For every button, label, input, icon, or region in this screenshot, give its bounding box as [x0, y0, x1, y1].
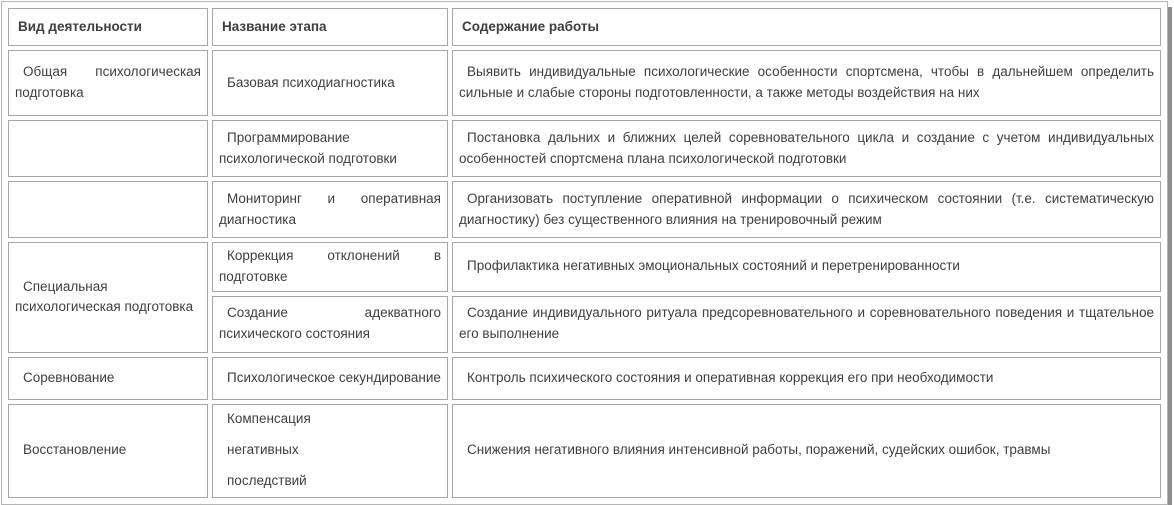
activity-cell [8, 357, 208, 400]
content-cell [452, 50, 1161, 116]
activity-text: Восстановление [23, 442, 127, 458]
stage-cell [212, 296, 448, 353]
table-row [8, 357, 1161, 400]
stage-text: Создание адекватного психического состояния [219, 305, 441, 342]
stage-text-line: последствий [227, 473, 307, 489]
stage-cell [212, 181, 448, 238]
table-row [8, 181, 1161, 238]
content-text: Постановка дальних и ближних целей соревновательного цикла и создание с учетом индивидуальных особенностей спортсмена плана психологической подготовки [459, 129, 1154, 166]
activity-text: Соревнование [23, 369, 115, 385]
stage-cell [212, 404, 448, 498]
column-header-label: Вид деятельности [18, 18, 142, 34]
table-row [8, 50, 1161, 116]
stage-text: Программирование психологической подготовки [219, 129, 397, 166]
stage-text: Базовая психодиагностика [227, 74, 395, 90]
content-cell [452, 181, 1161, 238]
stage-cell [212, 50, 448, 116]
stage-text: Психологическое секундирование [227, 369, 441, 385]
column-header-activity-type [8, 8, 208, 46]
table-row [8, 242, 1161, 292]
activity-cell-empty [8, 120, 208, 177]
activity-cell-empty [8, 181, 208, 238]
activity-cell [8, 50, 208, 116]
column-header-stage-name [212, 8, 448, 46]
content-cell [452, 357, 1161, 400]
stage-text-line: негативных [227, 442, 299, 458]
stage-text: Мониторинг и оперативная диагностика [219, 190, 441, 227]
column-header-work-content [452, 8, 1161, 46]
table-row [8, 120, 1161, 177]
content-text: Снижения негативного влияния интенсивной работы, поражений, судейских ошибок, травмы [467, 442, 1051, 458]
table-row [8, 404, 1161, 498]
stage-cell [212, 357, 448, 400]
activity-text [10, 208, 206, 212]
stage-text-line: Компенсация [227, 411, 311, 427]
content-text: Создание индивидуального ритуала предсоревновательного и соревновательного поведения и тщательное его выполнение [459, 305, 1154, 342]
header-row [8, 8, 1161, 46]
activity-text [10, 147, 206, 151]
content-cell [452, 404, 1161, 498]
page [0, 1, 1174, 488]
content-cell [452, 296, 1161, 353]
psychological-preparation-table [4, 4, 1165, 502]
content-text: Контроль психического состояния и оперативная коррекция его при необходимости [467, 369, 994, 385]
content-text: Профилактика негативных эмоциональных состояний и перетренированности [467, 258, 960, 274]
content-cell [452, 120, 1161, 177]
activity-text: Специальная психологическая подготовка [15, 278, 194, 315]
content-text: Выявить индивидуальные психологические особенности спортсмена, чтобы в дальнейшем определить сильные и слабые стороны подготовленности, а также методы воздействия на них [459, 64, 1154, 100]
activity-text: Общая психологическая подготовка [15, 64, 201, 100]
activity-cell [8, 404, 208, 498]
content-cell [452, 242, 1161, 292]
column-header-label: Содержание работы [462, 18, 600, 34]
stage-text: Коррекция отклонений в подготовке [219, 248, 441, 284]
content-text: Организовать поступление оперативной информации о психическом состоянии (т.е. систематическую диагностику) без существенного влияния на тренировочный режим [459, 190, 1154, 227]
activity-cell-merged [8, 242, 208, 353]
stage-cell [212, 242, 448, 292]
stage-cell [212, 120, 448, 177]
table-frame [1, 1, 1168, 505]
column-header-label: Название этапа [222, 18, 327, 34]
